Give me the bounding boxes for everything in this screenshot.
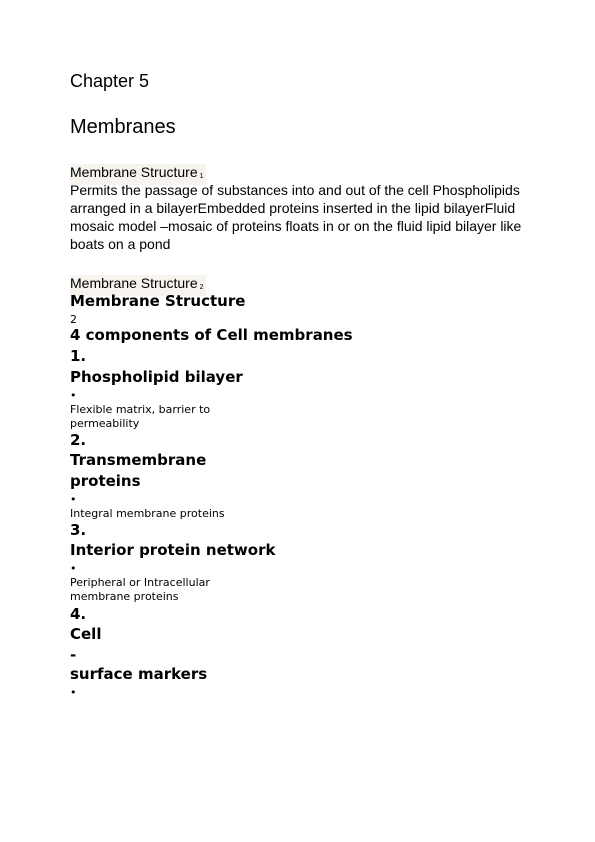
item-name-cont: proteins (70, 472, 141, 490)
bullet: • (70, 686, 77, 699)
chapter-label: Chapter 5 (70, 71, 150, 91)
item-dash: - (70, 646, 77, 664)
bullet: • (70, 493, 77, 506)
item-description: Integral membrane proteins (70, 507, 225, 520)
bullet: • (70, 562, 77, 575)
section-body-1: Permits the passage of substances into and out of the cell Phospholipids arranged in a bilayerEmbedded proteins inserted in the lipid bilayerFluid mosaic model –mosaic of proteins floats in or on the fluid lipid bilayer like boats on a pond (70, 182, 522, 252)
page-title: Membranes (70, 116, 176, 138)
item-number: 4. (70, 605, 87, 623)
item-number: 1. (70, 347, 87, 365)
item-name-cont: surface markers (70, 665, 208, 683)
item-name: Cell (70, 625, 102, 643)
section-number: 2 (199, 284, 204, 291)
section-number: 1 (199, 173, 204, 180)
section-heading-text: Membrane Structure (70, 164, 198, 180)
item-name: Phospholipid bilayer (70, 368, 243, 386)
item-name: Interior protein network (70, 541, 276, 559)
slide-number: 2 (70, 313, 77, 326)
item-number: 3. (70, 521, 87, 539)
item-name: Transmembrane (70, 451, 207, 469)
item-description: Flexible matrix, barrier to (70, 403, 211, 416)
item-description-cont: membrane proteins (70, 590, 179, 603)
slide-title: Membrane Structure (70, 292, 246, 310)
bullet: • (70, 389, 77, 402)
section-heading-text: Membrane Structure (70, 275, 198, 291)
item-description: Peripheral or Intracellular (70, 576, 210, 589)
item-description-cont: permeability (70, 417, 140, 430)
components-title: 4 components of Cell membranes (70, 326, 353, 344)
item-number: 2. (70, 431, 87, 449)
